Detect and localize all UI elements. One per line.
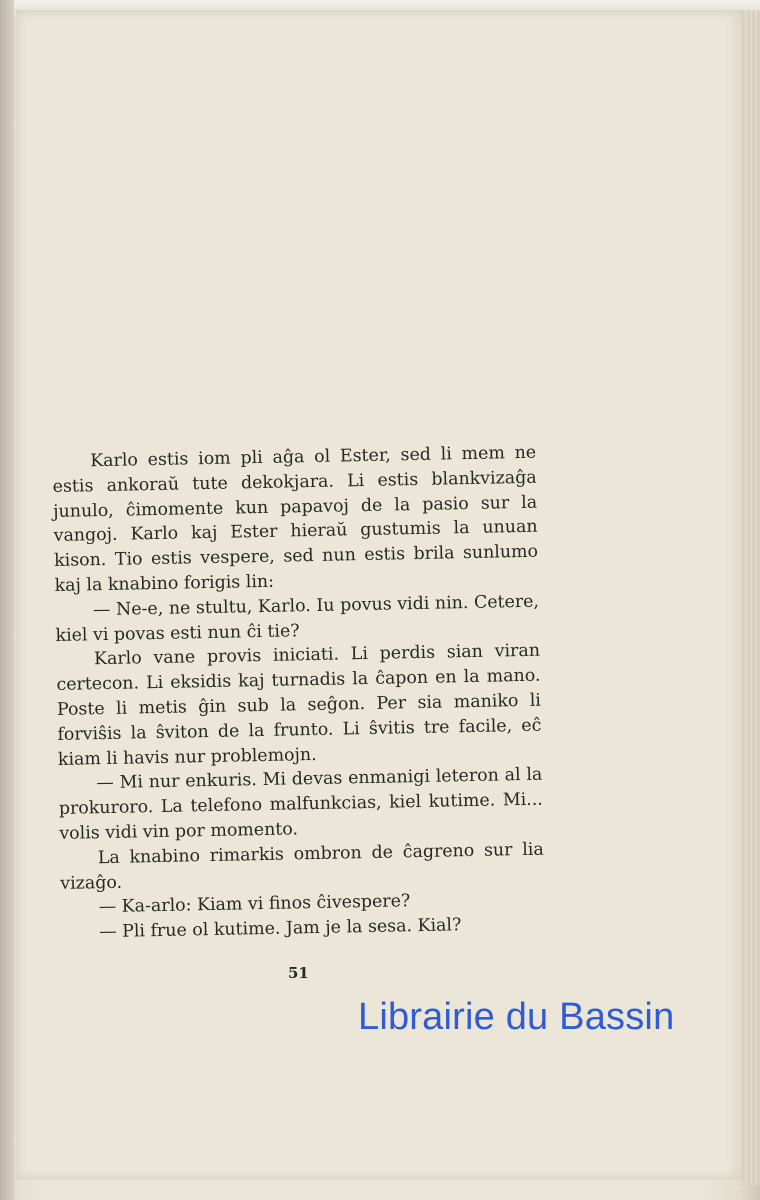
paragraph: — Mi nur enkuris. Mi devas enmanigi leteron al la prokuroro. La telefono malfunkcias, kiel kutime. Mi... volis vidi vin por momento.	[58, 765, 543, 844]
paragraph: — Ne-e, ne stultu, Karlo. Iu povus vidi nin. Cetere, kiel vi povas esti nun ĉi tie?	[55, 591, 540, 646]
paragraph: Karlo vane provis iniciati. Li perdis sian viran certecon. Li eksidis kaj turnadis la ĉapon en la mano. Poste li metis ĝin sub la seĝon. Per sia maniko li forviŝis la ŝviton de la frunto. Li ŝvitis tre facile, eĉ kiam li havis nur problemojn.	[56, 641, 542, 770]
paragraph: Karlo estis iom pli aĝa ol Ester, sed li mem ne estis ankoraŭ tute dekokjara. Li estis blankvizaĝa junulo, ĉimomente kun papavoj de la pasio sur la vangoj. Karlo kaj Ester hieraŭ gustumis la unuan kison. Tio estis vespere, sed nun estis brila sunlumo kaj la knabino forigis lin:	[52, 442, 539, 596]
body-text	[52, 441, 545, 946]
page-number: 51	[288, 964, 309, 982]
paragraph: La knabino rimarkis ombron de ĉagreno sur lia vizaĝo.	[60, 839, 544, 894]
paragraph: — Pli frue ol kutime. Jam je la sesa. Kial?	[99, 915, 462, 943]
page-stack-edge	[740, 10, 760, 1185]
paragraph: — Ka-arlo: Kiam vi finos ĉivespere?	[98, 891, 411, 918]
book-spine-edge	[0, 0, 14, 1200]
seller-watermark: Librairie du Bassin	[358, 996, 675, 1038]
